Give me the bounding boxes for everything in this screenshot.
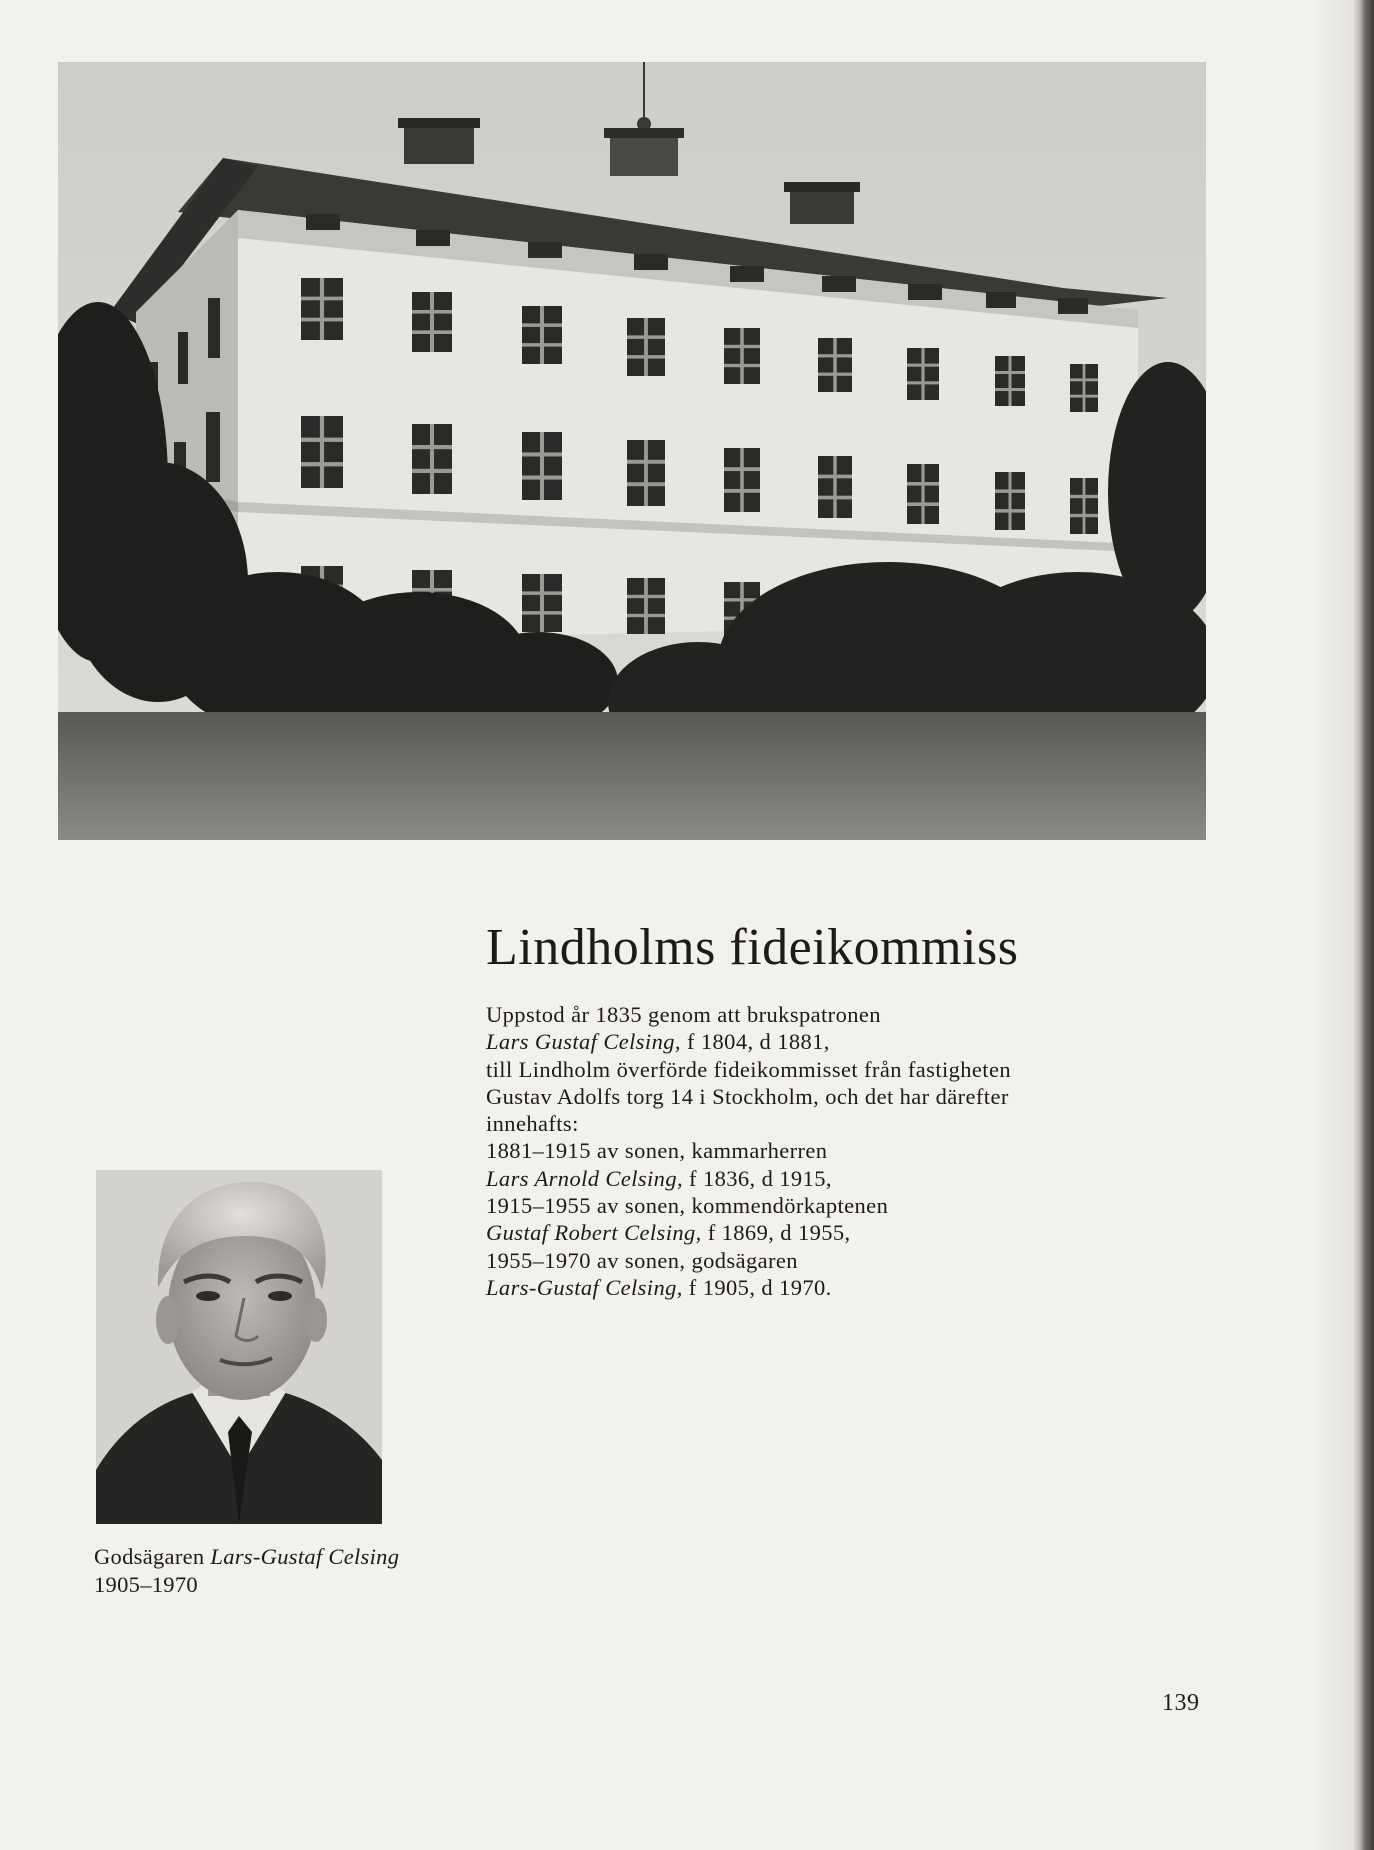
text-line: 1881–1915 av sonen, kammarherren (486, 1138, 828, 1164)
text-line: 1955–1970 av sonen, godsägaren (486, 1247, 798, 1273)
photo-portrait-man (96, 1170, 382, 1524)
photo-manor-house (58, 62, 1206, 840)
caption-line: 1905–1970 (94, 1572, 198, 1597)
text-line: Lars Arnold Celsing, f 1836, d 1915, (486, 1165, 832, 1191)
manor-house-illustration (58, 62, 1206, 840)
text-line: Gustaf Robert Celsing, f 1869, d 1955, (486, 1220, 851, 1246)
page-shade (1312, 0, 1352, 1850)
photo-caption (94, 1543, 494, 1599)
text-line: Lars-Gustaf Celsing, f 1905, d 1970. (486, 1274, 832, 1300)
portrait-illustration (96, 1170, 382, 1524)
text-line: Uppstod år 1835 genom att brukspatronen (486, 1002, 881, 1027)
page-edge (1352, 0, 1374, 1850)
caption-line: Godsägaren Lars-Gustaf Celsing (94, 1544, 400, 1569)
text-line: till Lindholm överförde fideikommisset från fastigheten (486, 1056, 1011, 1082)
text-line: innehafts: (486, 1111, 579, 1137)
page-number: 139 (1162, 1690, 1200, 1716)
page-title: Lindholms fideikommiss (486, 919, 1019, 976)
body-text (486, 1001, 1146, 1301)
text-line: 1915–1955 av sonen, kommendörkaptenen (486, 1193, 889, 1219)
text-line: Lars Gustaf Celsing, f 1804, d 1881, (486, 1029, 830, 1055)
text-line: Gustav Adolfs torg 14 i Stockholm, och det har därefter (486, 1083, 1009, 1109)
